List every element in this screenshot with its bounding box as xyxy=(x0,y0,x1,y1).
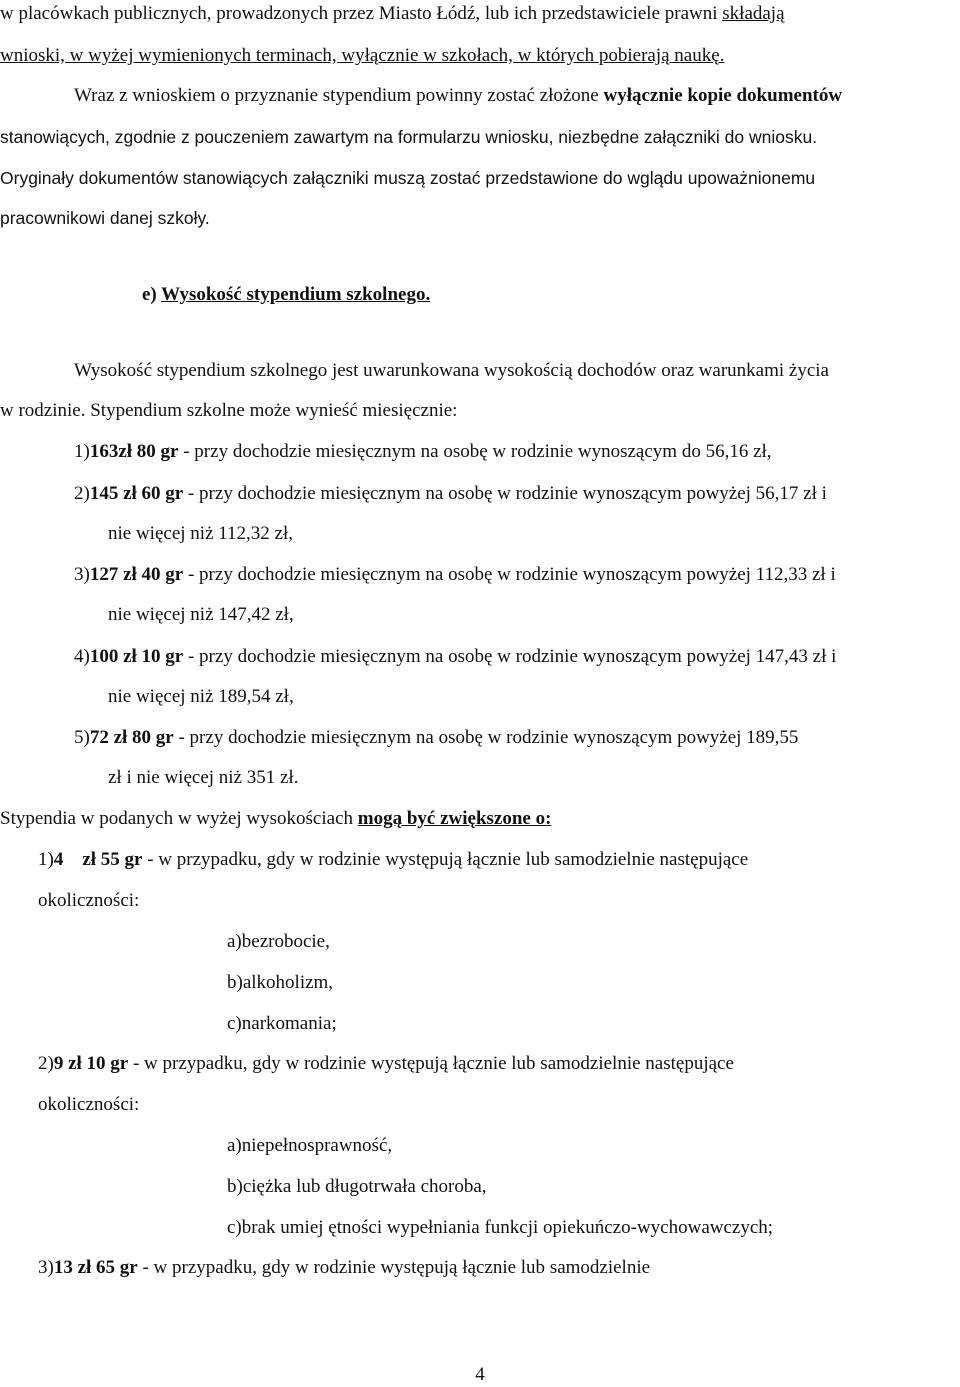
tier-number: 1) xyxy=(74,441,90,462)
tier-amount: 127 zł 40 gr xyxy=(89,564,184,585)
tier-text: - przy dochodzie miesięcznym na osobę w rodzinie wynoszącym powyżej 189,55 xyxy=(173,727,799,748)
tier-text: - przy dochodzie miesięcznym na osobę w rodzinie wynoszącym do 56,16 zł, xyxy=(178,441,772,462)
page-number: 4 xyxy=(475,1364,485,1385)
sub-item: b)alkoholizm, xyxy=(227,972,334,993)
item-continuation: okoliczności: xyxy=(38,1094,140,1115)
tier-number: 3) xyxy=(74,564,90,585)
item-number: 2) xyxy=(38,1053,54,1074)
tier-text: - przy dochodzie miesięcznym na osobę w rodzinie wynoszącym powyżej 147,43 zł i xyxy=(183,646,837,667)
tier-amount: 145 zł 60 gr xyxy=(89,483,184,504)
underlined-bold-text: mogą być zwiększone o: xyxy=(357,808,552,829)
bold-text: wyłącznie kopie dokumentów xyxy=(603,85,843,106)
item-amount: 4 zł 55 gr xyxy=(53,849,143,870)
sub-item: b)ciężka lub długotrwała choroba, xyxy=(227,1176,487,1197)
item-text: - w przypadku, gdy w rodzinie występują łącznie lub samodzielnie następujące xyxy=(142,849,749,870)
tier-amount: 163zł 80 gr xyxy=(89,441,179,462)
item-text: - w przypadku, gdy w rodzinie występują łącznie lub samodzielnie xyxy=(137,1257,651,1278)
section-heading xyxy=(142,283,430,307)
paragraph-line: w rodzinie. Stypendium szkolne może wynieść miesięcznie: xyxy=(0,400,458,421)
tier-number: 2) xyxy=(74,483,90,504)
tier-number: 4) xyxy=(74,646,90,667)
section-prefix: e) xyxy=(142,284,162,305)
tier-continuation: nie więcej niż 112,32 zł, xyxy=(108,523,294,544)
item-text: - w przypadku, gdy w rodzinie występują łącznie lub samodzielnie następujące xyxy=(128,1053,734,1074)
increase-item xyxy=(38,1256,650,1280)
paragraph-line: Oryginały dokumentów stanowiących załączniki muszą zostać przedstawione do wglądu upoważnionemu xyxy=(0,168,816,188)
tier-continuation: zł i nie więcej niż 351 zł. xyxy=(108,767,299,788)
tier-amount: 100 zł 10 gr xyxy=(89,646,184,667)
tier-line xyxy=(74,645,836,669)
text-span: Wraz z wnioskiem o przyznanie stypendium powinny zostać złożone xyxy=(74,85,604,106)
tier-line xyxy=(74,563,836,587)
paragraph-line: Wysokość stypendium szkolnego jest uwarunkowana wysokością dochodów oraz warunkami życia xyxy=(74,360,829,381)
item-continuation: okoliczności: xyxy=(38,890,140,911)
paragraph-line xyxy=(74,84,842,108)
sub-item: a)bezrobocie, xyxy=(227,931,330,952)
item-amount: 13 zł 65 gr xyxy=(53,1257,138,1278)
paragraph-line: pracownikowi danej szkoły. xyxy=(0,208,210,228)
tier-number: 5) xyxy=(74,727,90,748)
increase-item xyxy=(38,848,748,872)
tier-text: - przy dochodzie miesięcznym na osobę w rodzinie wynoszącym powyżej 112,33 zł i xyxy=(183,564,836,585)
tier-continuation: nie więcej niż 189,54 zł, xyxy=(108,686,294,707)
tier-text: - przy dochodzie miesięcznym na osobę w rodzinie wynoszącym powyżej 56,17 zł i xyxy=(183,483,827,504)
sub-item: a)niepełnosprawność, xyxy=(227,1135,393,1156)
increase-item xyxy=(38,1052,734,1076)
tier-continuation: nie więcej niż 147,42 zł, xyxy=(108,604,294,625)
tier-line xyxy=(74,726,798,750)
tier-line xyxy=(74,482,827,506)
underlined-text: składają xyxy=(722,3,785,24)
item-number: 1) xyxy=(38,849,54,870)
sub-item: c)narkomania; xyxy=(227,1013,337,1034)
text-span: Stypendia w podanych w wyżej wysokościach xyxy=(0,808,358,829)
paragraph-line: stanowiących, zgodnie z pouczeniem zawartym na formularzu wniosku, niezbędne załączniki do wniosku. xyxy=(0,127,818,147)
paragraph-line: wnioski, w wyżej wymienionych terminach, wyłącznie w szkołach, w których pobierają naukę. xyxy=(0,45,725,66)
text-span: w placówkach publicznych, prowadzonych przez Miasto Łódź, lub ich przedstawiciele prawni xyxy=(0,3,723,24)
increase-line xyxy=(0,807,551,831)
sub-item: c)brak umiej ętności wypełniania funkcji opiekuńczo-wychowawczych; xyxy=(227,1217,774,1238)
tier-amount: 72 zł 80 gr xyxy=(89,727,174,748)
paragraph-line xyxy=(0,2,785,26)
item-amount: 9 zł 10 gr xyxy=(53,1053,129,1074)
tier-line xyxy=(74,440,772,464)
section-title: Wysokość stypendium szkolnego. xyxy=(161,284,431,305)
item-number: 3) xyxy=(38,1257,54,1278)
